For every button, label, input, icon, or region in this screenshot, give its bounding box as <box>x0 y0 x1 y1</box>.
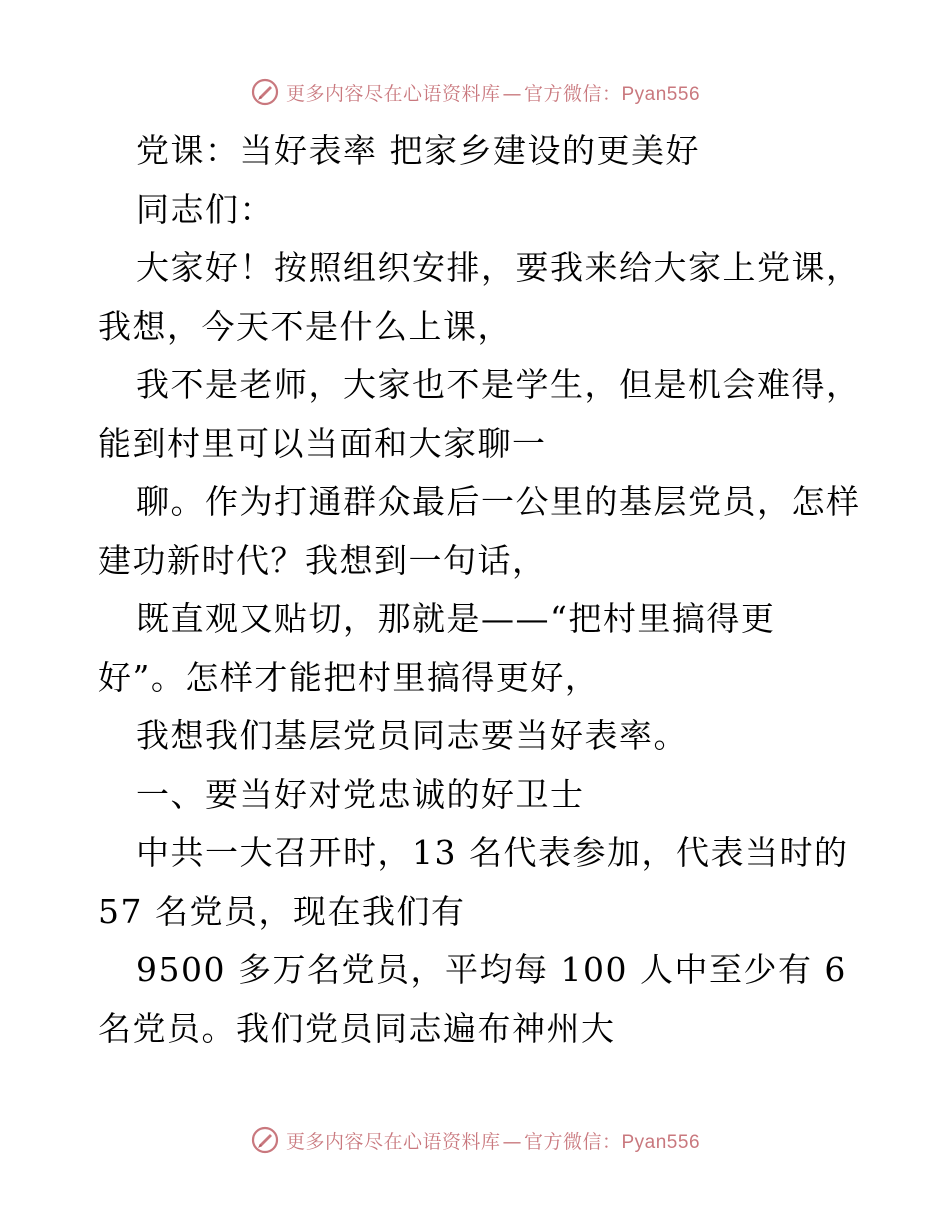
banner-separator: — <box>502 82 522 105</box>
text-line: 能到村里可以当面和大家聊一 <box>98 423 547 463</box>
text-line: 好”。怎样才能把村里搞得更好， <box>98 657 600 697</box>
section-heading: 一、要当好对党忠诚的好卫士 <box>136 774 585 814</box>
banner-text <box>286 1127 700 1154</box>
brush-pen-logo-icon <box>250 77 280 107</box>
text-line: 我想，今天不是什么上课， <box>98 306 512 346</box>
text-line: 我不是老师，大家也不是学生，但是机会难得， <box>136 365 861 404</box>
header-banner <box>0 72 950 112</box>
banner-label: 官方微信： <box>523 1130 622 1153</box>
text-line: 建功新时代？我想到一句话， <box>98 540 547 580</box>
banner-label: 官方微信： <box>523 82 622 105</box>
text-line: 9500 多万名党员，平均每 100 人中至少有 6 <box>136 950 847 989</box>
text-line: 57 名党员，现在我们有 <box>98 891 466 931</box>
salutation: 同志们： <box>136 189 274 229</box>
brush-pen-logo-icon <box>250 1125 280 1155</box>
banner-site-text: 更多内容尽在心语资料库 <box>285 1130 501 1153</box>
text-line: 既直观又贴切，那就是——“把村里搞得更 <box>136 599 776 638</box>
text-line: 大家好！按照组织安排，要我来给大家上党课， <box>136 248 861 287</box>
text-line: 聊。作为打通群众最后一公里的基层党员，怎样 <box>136 482 861 521</box>
document-title: 党课：当好表率 把家乡建设的更美好 <box>136 131 700 170</box>
banner-site-text: 更多内容尽在心语资料库 <box>285 82 501 105</box>
banner-text <box>286 79 700 106</box>
text-line: 我想我们基层党员同志要当好表率。 <box>136 716 688 755</box>
banner-wechat-handle: Pyan556 <box>621 1131 701 1153</box>
text-line: 中共一大召开时，13 名代表参加，代表当时的 <box>136 833 849 872</box>
document-body <box>98 122 861 1058</box>
text-line: 名党员。我们党员同志遍布神州大 <box>98 1008 616 1048</box>
banner-wechat-handle: Pyan556 <box>621 83 701 105</box>
banner-separator: — <box>502 1130 522 1153</box>
footer-banner <box>0 1120 950 1160</box>
